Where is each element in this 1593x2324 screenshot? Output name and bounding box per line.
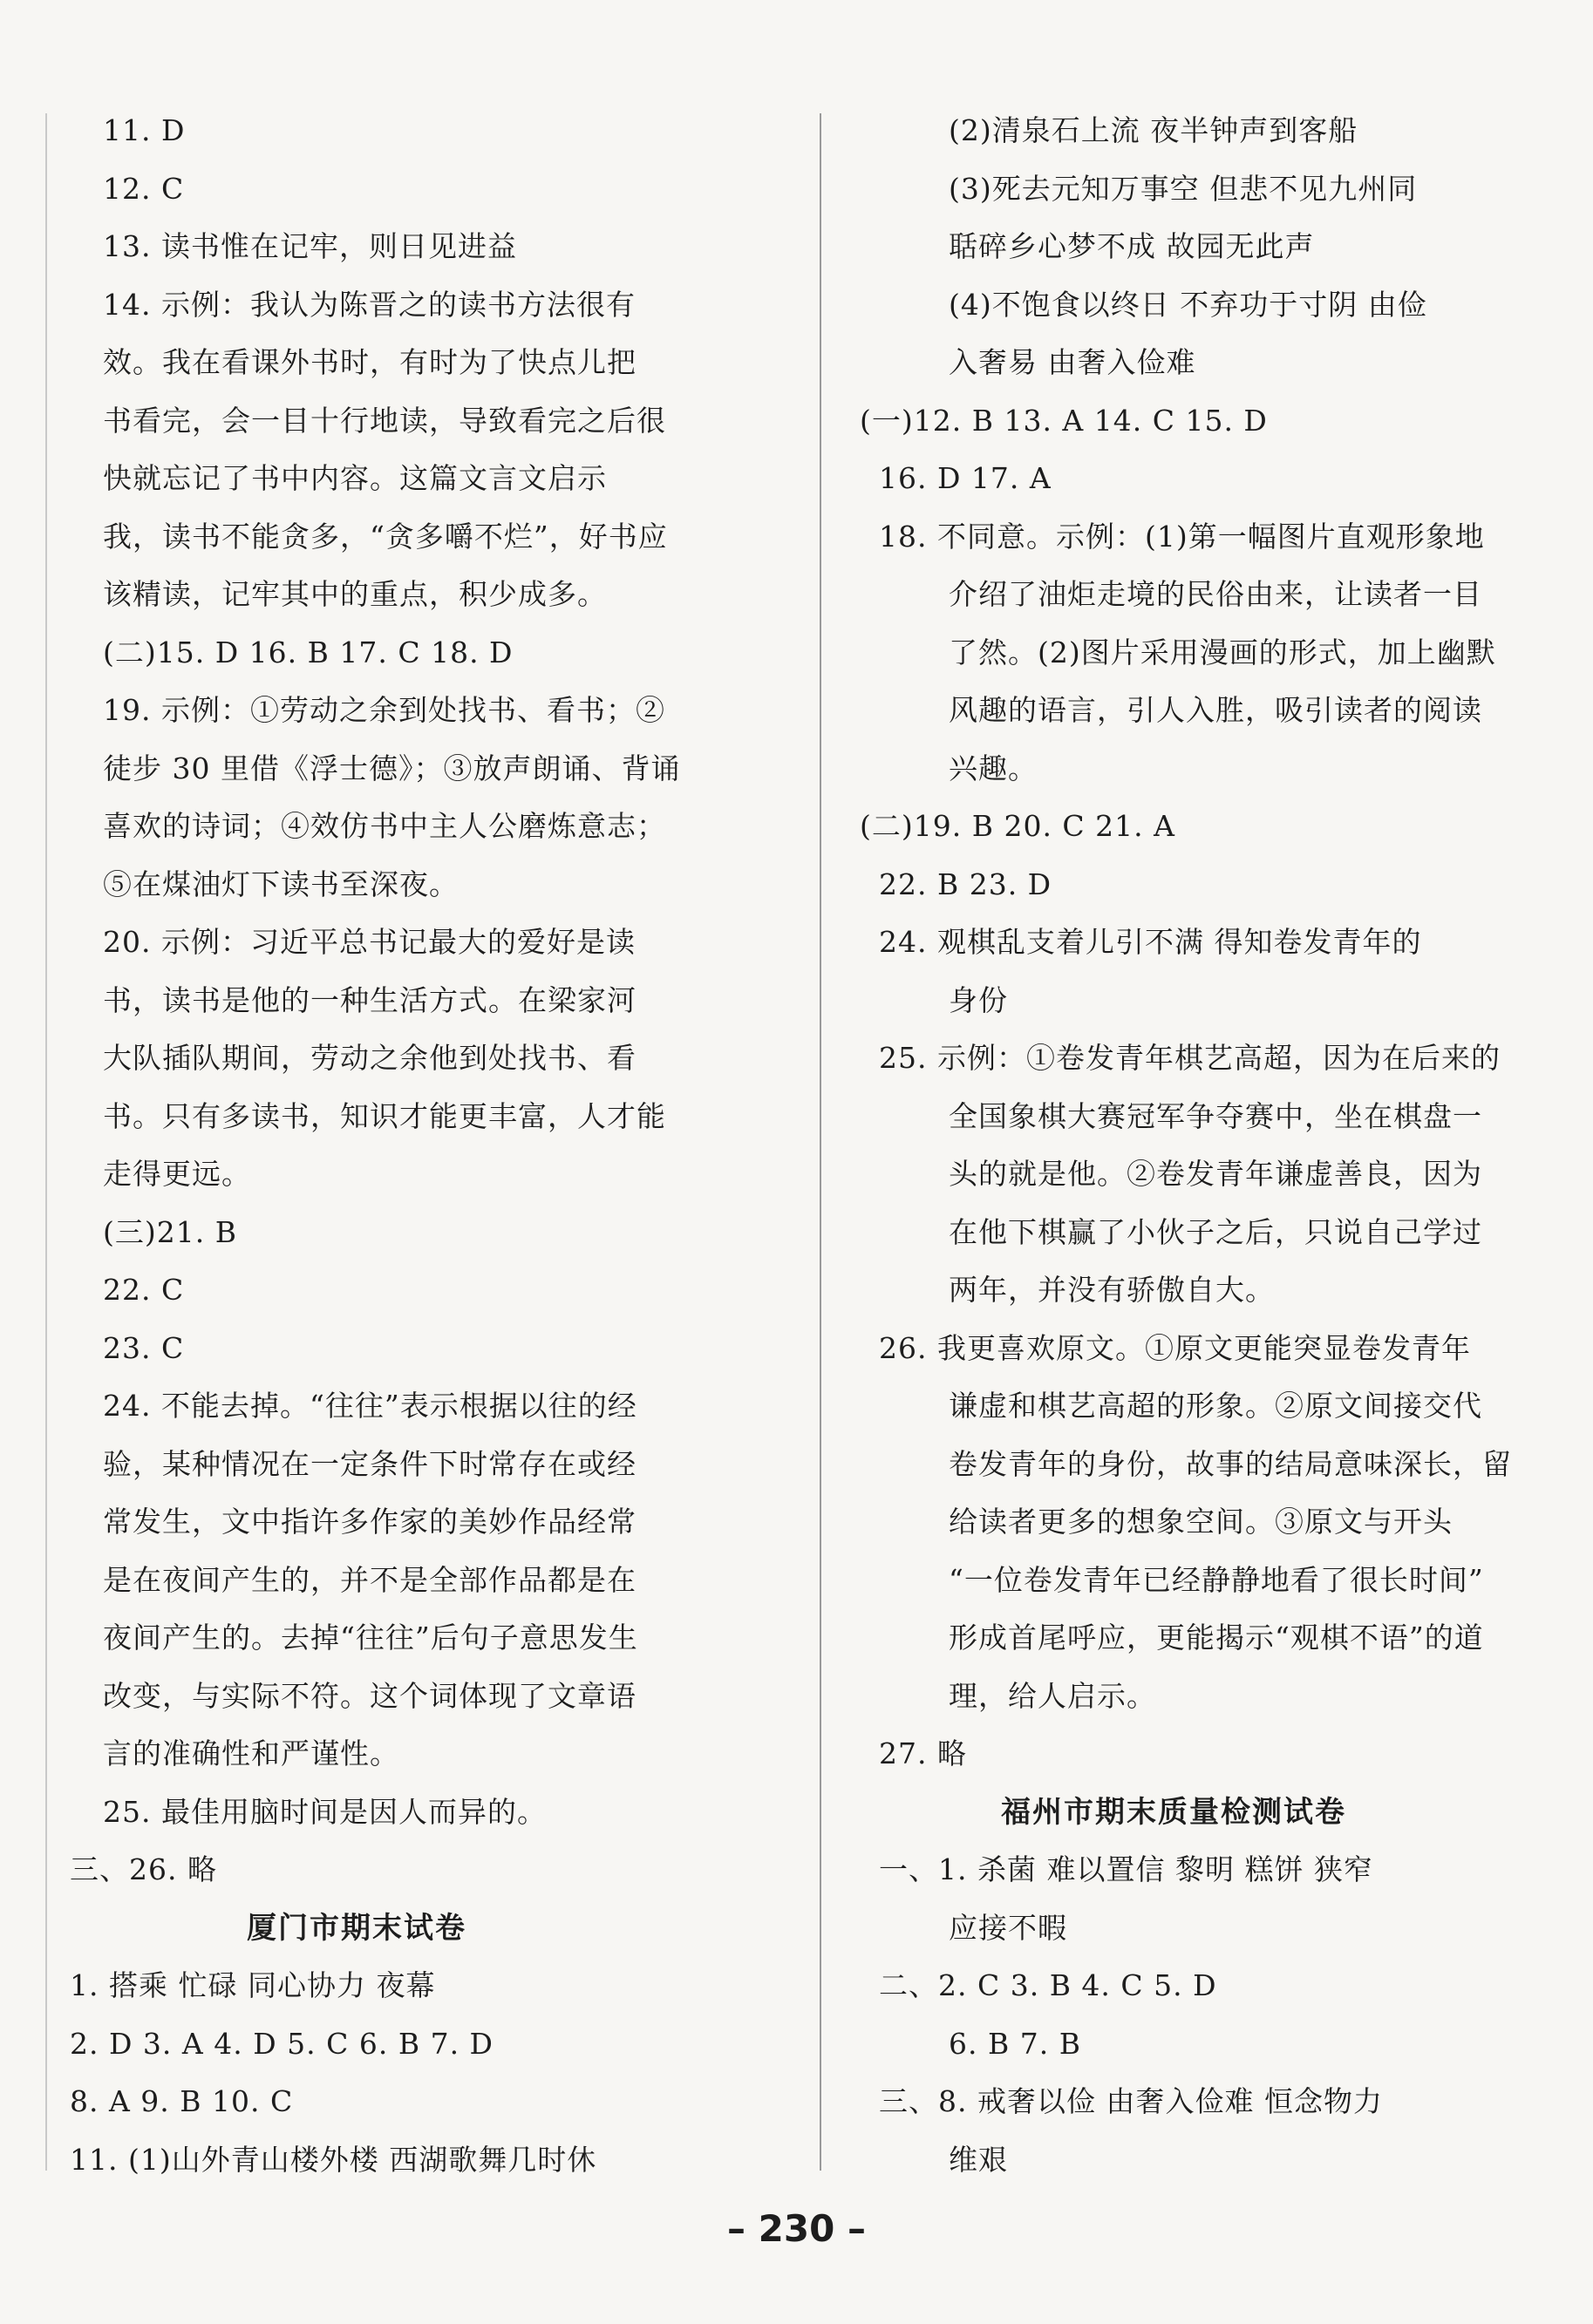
answer-line: 22. C [103, 1273, 185, 1307]
answer-line: 头的就是他。②卷发青年谦虚善良，因为 [949, 1157, 1482, 1191]
answer-line: 验，某种情况在一定条件下时常存在或经 [103, 1446, 637, 1481]
answer-line: 三、8. 戒奢以俭 由奢入俭难 恒念物力 [879, 2084, 1383, 2118]
answer-line: 25. 最佳用脑时间是因人而异的。 [103, 1794, 547, 1829]
answer-line: 该精读，记牢其中的重点，积少成多。 [103, 577, 607, 611]
answer-line: 聒碎乡心梦不成 故园无此声 [949, 229, 1315, 263]
answer-line: 身份 [949, 982, 1008, 1017]
answer-line: 11. (1)山外青山楼外楼 西湖歌舞几时休 [70, 2142, 597, 2177]
answer-line: 11. D [103, 113, 186, 147]
page-number: – 230 – [727, 2207, 866, 2250]
answer-line: (三)21. B [103, 1214, 237, 1249]
answer-line: 改变，与实际不符。这个词体现了文章语 [103, 1678, 637, 1713]
answer-line: 徒步 30 里借《浮士德》；③放声朗诵、背诵 [103, 751, 681, 785]
answer-line: 全国象棋大赛冠军争夺赛中，坐在棋盘一 [949, 1098, 1482, 1133]
answer-line: 形成首尾呼应，更能揭示“观棋不语”的道 [949, 1621, 1484, 1655]
answer-line: 在他下棋赢了小伙子之后，只说自己学过 [949, 1214, 1482, 1249]
answer-line: 25. 示例：①卷发青年棋艺高超，因为在后来的 [879, 1041, 1501, 1075]
answer-line: (一)12. B 13. A 14. C 15. D [860, 403, 1268, 438]
answer-line: 13. 读书惟在记牢，则日见进益 [103, 229, 517, 263]
answer-line: 维艰 [949, 2142, 1008, 2177]
answer-line: 24. 不能去掉。“往往”表示根据以往的经 [103, 1389, 637, 1423]
answer-line: 书。只有多读书，知识才能更丰富，人才能 [103, 1098, 666, 1133]
answer-line: 常发生，文中指许多作家的美妙作品经常 [103, 1505, 637, 1539]
answer-line: 理，给人启示。 [949, 1678, 1156, 1713]
answer-line: 快就忘记了书中内容。这篇文言文启示 [103, 461, 607, 495]
answer-line: “一位卷发青年已经静静地看了很长时间” [949, 1562, 1484, 1597]
answer-line: 书，读书是他的一种生活方式。在梁家河 [103, 982, 637, 1017]
answer-line: 27. 略 [879, 1736, 967, 1770]
answer-line: 26. 我更喜欢原文。①原文更能突显卷发青年 [879, 1330, 1471, 1365]
answer-line: 12. C [103, 171, 185, 206]
answer-line: 应接不暇 [949, 1910, 1067, 1945]
answer-line: 三、26. 略 [70, 1852, 217, 1886]
answer-line: 一、1. 杀菌 难以置信 黎明 糕饼 狭窄 [879, 1852, 1373, 1886]
answer-line: 大队插队期间，劳动之余他到处找书、看 [103, 1041, 637, 1075]
answer-line: 效。我在看课外书时，有时为了快点儿把 [103, 345, 637, 379]
answer-line: 是在夜间产生的，并不是全部作品都是在 [103, 1562, 637, 1597]
answer-line: (二)19. B 20. C 21. A [860, 809, 1175, 843]
answer-line: 22. B 23. D [879, 866, 1052, 901]
answer-line: 18. 不同意。示例：(1)第一幅图片直观形象地 [879, 519, 1485, 554]
left-margin-rule [45, 113, 47, 2171]
answer-line: 23. C [103, 1330, 185, 1365]
answer-line: 喜欢的诗词；④效仿书中主人公磨炼意志； [103, 809, 666, 843]
answer-line: 我，读书不能贪多，“贪多嚼不烂”，好书应 [103, 519, 668, 554]
answer-line: 风趣的语言，引人入胜，吸引读者的阅读 [949, 693, 1482, 727]
answer-line: 19. 示例：①劳动之余到处找书、看书；② [103, 693, 665, 727]
answer-line: (4)不饱食以终日 不弃功于寸阴 由俭 [949, 287, 1427, 322]
answer-line: 卷发青年的身份，故事的结局意味深长，留 [949, 1446, 1512, 1481]
answer-line: 6. B 7. B [949, 2026, 1081, 2061]
answer-line: 介绍了油炬走境的民俗由来，让读者一目 [949, 577, 1482, 611]
answer-line: 谦虚和棋艺高超的形象。②原文间接交代 [949, 1389, 1482, 1423]
answer-line: ⑤在煤油灯下读书至深夜。 [103, 866, 459, 901]
answer-line: (二)15. D 16. B 17. C 18. D [103, 635, 514, 669]
answer-line: 16. D 17. A [879, 461, 1052, 495]
section-heading: 厦门市期末试卷 [247, 1910, 466, 1946]
answer-line: 了然。(2)图片采用漫画的形式，加上幽默 [949, 635, 1496, 669]
answer-line: 给读者更多的想象空间。③原文与开头 [949, 1505, 1453, 1539]
answer-line: 言的准确性和严谨性。 [103, 1736, 399, 1770]
answer-line: 1. 搭乘 忙碌 同心协力 夜幕 [70, 1968, 436, 2002]
answer-line: 二、2. C 3. B 4. C 5. D [879, 1968, 1217, 2002]
answer-line: 走得更远。 [103, 1157, 251, 1191]
answer-line: 入奢易 由奢入俭难 [949, 345, 1196, 379]
answer-line: 2. D 3. A 4. D 5. C 6. B 7. D [70, 2026, 494, 2061]
answer-line: 20. 示例：习近平总书记最大的爱好是读 [103, 925, 636, 959]
section-heading: 福州市期末质量检测试卷 [1001, 1794, 1346, 1830]
answer-line: 书看完，会一目十行地读，导致看完之后很 [103, 403, 666, 438]
answer-line: 24. 观棋乱支着儿引不满 得知卷发青年的 [879, 925, 1422, 959]
answer-line: 两年，并没有骄傲自大。 [949, 1273, 1275, 1307]
answer-line: 14. 示例：我认为陈晋之的读书方法很有 [103, 287, 636, 322]
answer-line: (2)清泉石上流 夜半钟声到客船 [949, 113, 1358, 147]
answer-line: 兴趣。 [949, 751, 1038, 785]
answer-line: 夜间产生的。去掉“往往”后句子意思发生 [103, 1621, 638, 1655]
answer-line: 8. A 9. B 10. C [70, 2084, 294, 2118]
column-divider [820, 113, 821, 2171]
answer-line: (3)死去元知万事空 但悲不见九州同 [949, 171, 1418, 206]
